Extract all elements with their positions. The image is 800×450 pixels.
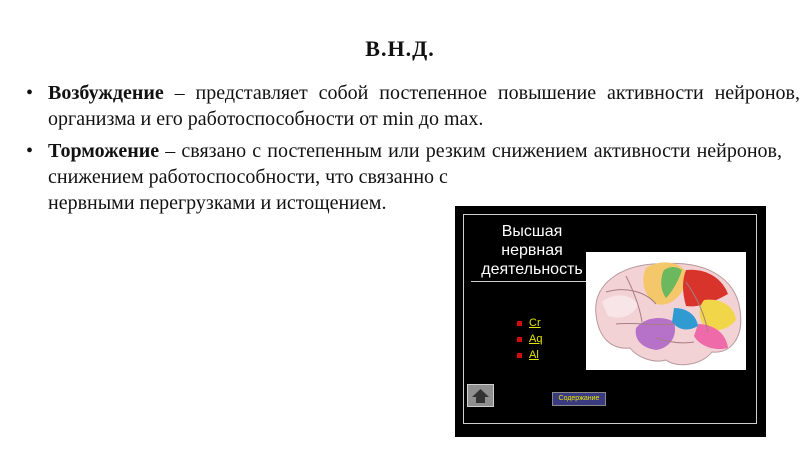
link-marker xyxy=(517,337,522,342)
brain-image xyxy=(586,252,746,370)
link-item xyxy=(517,347,542,363)
home-icon xyxy=(468,385,493,406)
bullet-inhibition xyxy=(22,138,782,216)
link-marker xyxy=(517,353,522,358)
text-inhibition: – связано с постепенным или резким снижением активности нейронов, снижением работоспособности, что связанно с xyxy=(48,140,782,188)
link-marker xyxy=(517,321,522,326)
title-divider xyxy=(471,281,593,282)
panel-title-text: Высшая нервная деятельность xyxy=(481,223,583,278)
link-list xyxy=(517,315,542,363)
panel-title xyxy=(471,222,593,284)
term-inhibition: Торможение xyxy=(48,140,160,162)
link-item xyxy=(517,331,542,347)
contents-button[interactable]: Содержание xyxy=(552,392,606,406)
text-excitation: – представляет собой постепенное повышение активности нейронов, организма и его работоспособности от min до max. xyxy=(48,82,800,130)
home-button[interactable] xyxy=(467,384,494,407)
bullet-marker: • xyxy=(26,140,34,162)
bullet-excitation xyxy=(22,80,800,132)
text-inhibition-end: нервными перегрузками и истощением. xyxy=(48,192,387,214)
link-al[interactable]: Al xyxy=(529,349,539,361)
slide-title: В.Н.Д. xyxy=(365,36,435,61)
term-excitation: Возбуждение xyxy=(48,82,164,104)
embedded-screenshot xyxy=(455,206,766,437)
bullet-list xyxy=(22,80,800,222)
link-cr[interactable]: Cr xyxy=(529,317,541,329)
bullet-marker: • xyxy=(26,82,34,104)
link-aq[interactable]: Aq xyxy=(529,333,543,345)
link-item xyxy=(517,315,542,331)
